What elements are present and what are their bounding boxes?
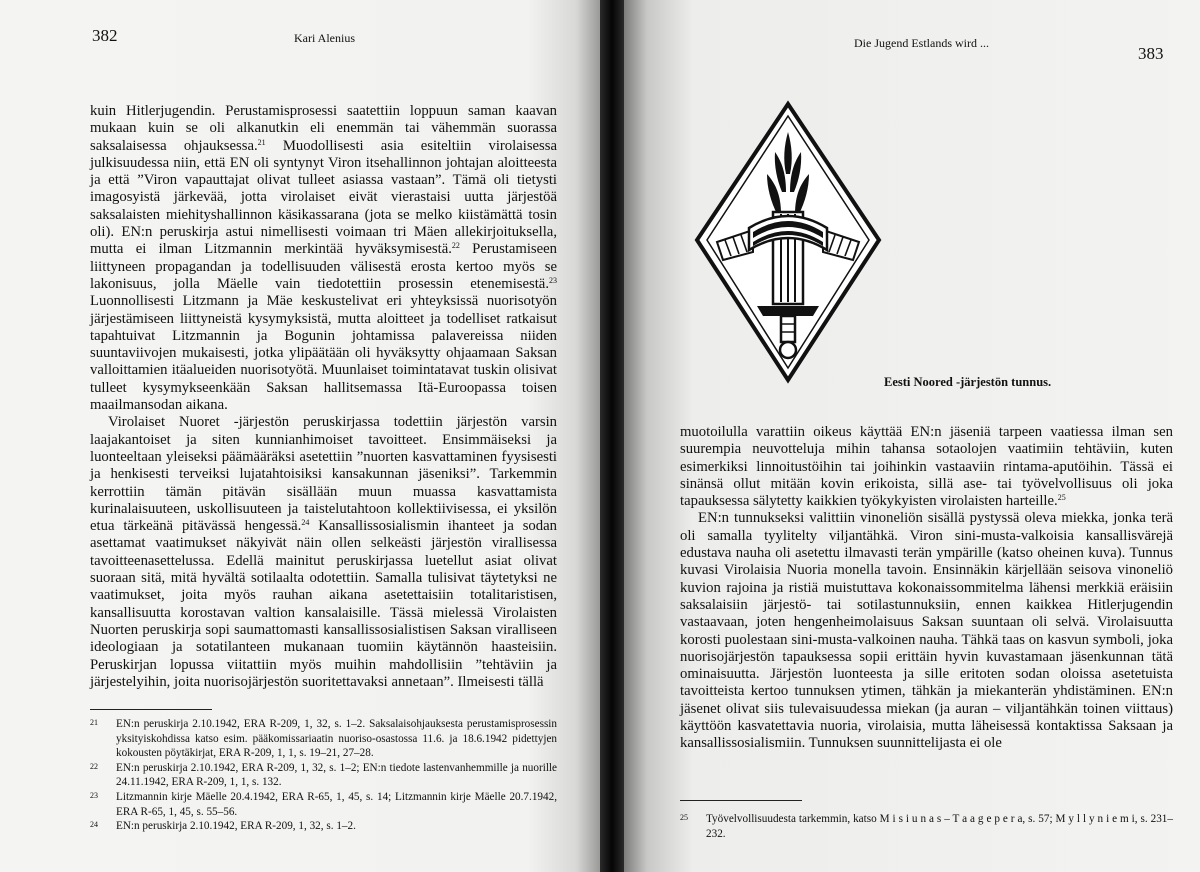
footnote-ref[interactable]: 21	[257, 137, 266, 147]
footnote-ref[interactable]: 23	[549, 275, 557, 285]
text-run: Virolaiset Nuoret -järjestön peruskirjassa todettiin järjestön varsin laajakantoiset ja siten kunnianhimoiset tavoitteet. Ensimmäiseksi ja luonteeltaan yleiseksi päämääräksi asetettiin ”nuorten kasvattaminen fyysisesti ja henkisesti terveiksi lujatahtoisiksi kansakunnan jäseniksi”. Tarkemmin kerrottiin tämän pitävän sisällään muun muassa kasvattamista kurinalaisuuteen, uskollisuuteen ja taistelutahtoon kollektiivisessa, ei yksilön etua tärkeänä pitävässä hengessä.	[90, 414, 557, 535]
paragraph	[680, 510, 1173, 752]
text-run: Luonnollisesti Litzmann ja Mäe keskustelivat eri yhteyksissä nuorisotyön järjestämiseen liittyneistä kysymyksistä, mutta aloitteet ja todelliset ratkaisut tapahtuivat Litzmannin ja Bogunin johtamissa palavereissa niiden suuntaviivojen mukaisesti, jotka ylipäätään oli hyväksytty ohjaamaan Saksan valloittamien itäalueiden nuorisotyötä. Muunlaiset toimintatavat tuskin olisivat tulleet kysymykseenkään Saksan hallitsemassa Itä-Euroopassa toisen maailmansodan aikana.	[90, 293, 557, 414]
footnote-number: 22	[90, 761, 98, 771]
footnote-number: 23	[90, 790, 98, 800]
footnote	[680, 812, 1173, 841]
footnote-number: 25	[680, 813, 688, 822]
footnote-number: 24	[90, 820, 98, 830]
footnotes	[680, 812, 1173, 841]
text-run: Kansallissosialismin ihanteet ja sodan asettamat vaatimukset näkyivät näin ollen selkeästi järjestön virallisessa tavoitteenasettelussa. Edellä mainitut peruskirjassa luetellut asiat olivat suoraan sitä, mitä hyvältä sotilaalta odotettiin. Samalla tulisivat täytetyksi ne vaatimukset, joita myös rauhan aikana asetettaisiin totalitaristisen, kansallisuutta korostavan valtion kansalaisille. Tässä mielessä Virolaisten Nuorten peruskirja sopi saumattomasti kansallissosialistisen Saksan viralliseen ideologiaan ja sotatilanteen mukanaan tuomiin käytännön haasteisiin. Peruskirjan lopussa viitattiin myös muihin mahdollisiin ”tehtäviin ja järjestelyihin, joita nuorisojärjestön suoritettavaksi annetaan”. Ilmeisesti tällä	[90, 518, 557, 690]
footnote-text: EN:n peruskirja 2.10.1942, ERA R-209, 1, 32, s. 1–2.	[116, 820, 356, 833]
text-run: Muodollisesti asia esiteltiin virolaisessa julkisuudessa niin, että EN oli syntynyt Viron itsehallinnon johtajan aloitteesta ja että ”Viron vapauttajat olivat tulleet asiassa vastaan”. Tämä oli tietysti imagosyistä järkevää, jotta virolaiset eivät vierastaisi uutta järjestöä saksalaisten miehityshallinnon käsikassarana (jota se melko kiistämättä tosin oli). EN:n peruskirja astui nimellisesti voimaan tri Mäen allekirjoituksella, mutta ei ilman Litzmannin merkintää hyväksymisestä.	[90, 137, 558, 258]
page-number: 383	[1138, 44, 1164, 63]
footnote-ref[interactable]: 24	[301, 518, 310, 528]
paragraph	[90, 103, 557, 414]
footnotes	[90, 717, 557, 834]
text-run: muotoilulla varattiin oikeus käyttää EN:n jäseniä tarpeen vaatiessa ilman sen suurempia neuvotteluja mihin tahansa sotaolojen vaatimiin tehtäviin, kuten esimerkiksi linnoitustöihin tai joihinkin vastaaviin rintama-aputöihin. Tässä ei sinänsä ollut mitään kovin erikoista, sillä ase- tai työvelvollisuus oli joka tapauksessa sälytetty kaikkien työkykyisten virolaisten harteille.	[680, 424, 1173, 510]
page-number: 382	[92, 26, 118, 45]
footnote-ref[interactable]: 22	[451, 241, 460, 251]
figure-caption: Eesti Noored -järjestön tunnus.	[884, 375, 1052, 389]
body-text	[90, 103, 557, 691]
paragraph	[680, 424, 1173, 510]
text-run: EN:n tunnukseksi valittiin vinoneliön sisällä pystyssä oleva miekka, jonka terä oli samalla tyylitelty viljantähkä. Viron sini-musta-valkoisia kansallisvärejä edustava nauha oli asetettu ilmavasti terän ympärille (katso oheinen kuva). Tunnus kuvasi Virolaisia Nuoria monella tavoin. Ensinnäkin kärjellään seisova vinoneliö kuvion rajoina ja ristiä muistuttava kokonaissommitelma lähensi merkkiä eräisiin saksalaisiin järjestö- tai sotilastunnuksiin, ennen kaikkea Hitlerjugendin vastaavaan, joten hengenheimolaisuus Saksan suuntaan oli selvä. Virolaisuutta korosti puolestaan sini-musta-valkoinen nauha. Tähkä taas on kasvun symboli, joka nuorisojärjestön tapauksessa sopii erittäin hyvin kuvastamaan jäsenkunnan tätä ominaisuutta. Järjestön luonteesta ja sille eritoten sodan oloissa asetetuista tavoitteista kertoo tunnuksen ytimen, tähkän ja miekanterän yhdistäminen. EN:n jäsenet olivat siis tulevaisuudessa miekan (ja auran – viljantähkän toinen viittaus) käyttöön kasvatettavia nuoria, virolaisia, mutta läheisessä kontaktissa Saksaan ja kansallissosialismiin. Tunnuksen suunnittelijasta ei ole	[680, 510, 1173, 752]
eesti-noored-emblem-icon	[693, 100, 883, 385]
footnote-rule	[90, 709, 212, 710]
paragraph	[90, 414, 557, 691]
footnote-text: EN:n peruskirja 2.10.1942, ERA R-209, 1, 32, s. 1–2; EN:n tiedote lastenvanhemmille ja nuorille 24.11.1942, ERA R-209, 1, 1, s. 132.	[116, 761, 557, 789]
running-head: Kari Alenius	[294, 31, 355, 45]
body-text	[680, 424, 1173, 753]
footnote-rule	[680, 800, 802, 801]
footnote-text: Litzmannin kirje Mäelle 20.4.1942, ERA R-65, 1, 45, s. 14; Litzmannin kirje Mäelle 20.7.1942, ERA R-65, 1, 45, s. 55–56.	[116, 790, 557, 818]
footnote-ref[interactable]: 25	[1057, 493, 1066, 503]
footnote	[90, 819, 557, 834]
text-run: kuin Hitlerjugendin. Perustamisprosessi saatettiin loppuun saman kaavan mukaan kuin se oli alkanutkin eli enemmän tai vähemmän suorassa saksalaisessa ohjauksessa.	[90, 103, 557, 154]
footnote	[90, 761, 557, 790]
right-page	[624, 0, 1200, 872]
footnote-number: 21	[90, 718, 98, 727]
footnote-text: EN:n peruskirja 2.10.1942, ERA R-209, 1, 32, s. 1–2. Saksalaisohjauksesta perustamisprosessin yksityiskohdissa katso esim. pääkomissariaatin nuoriso-osastossa 11.6. ja 18.6.1942 pidettyjen kokousten pöytäkirjat, ERA R-209, 1, 1, s. 19–21, 27–28.	[116, 718, 557, 760]
text-run: Perustamiseen liittyneen propagandan ja todellisuuden välisestä erosta kertoo myös se lakonisuus, jolla Mäelle vain tiedotettiin prosessin etenemisestä.	[90, 241, 558, 292]
footnote	[90, 790, 557, 819]
footnote	[90, 717, 557, 761]
running-head: Die Jugend Estlands wird ...	[854, 36, 989, 50]
book-gutter	[600, 0, 624, 872]
footnote-text: Työvelvollisuudesta tarkemmin, katso M i s i u n a s – T a a g e p e r a, s. 57; M y l l y n i e m i, s. 231–232.	[706, 813, 1173, 840]
